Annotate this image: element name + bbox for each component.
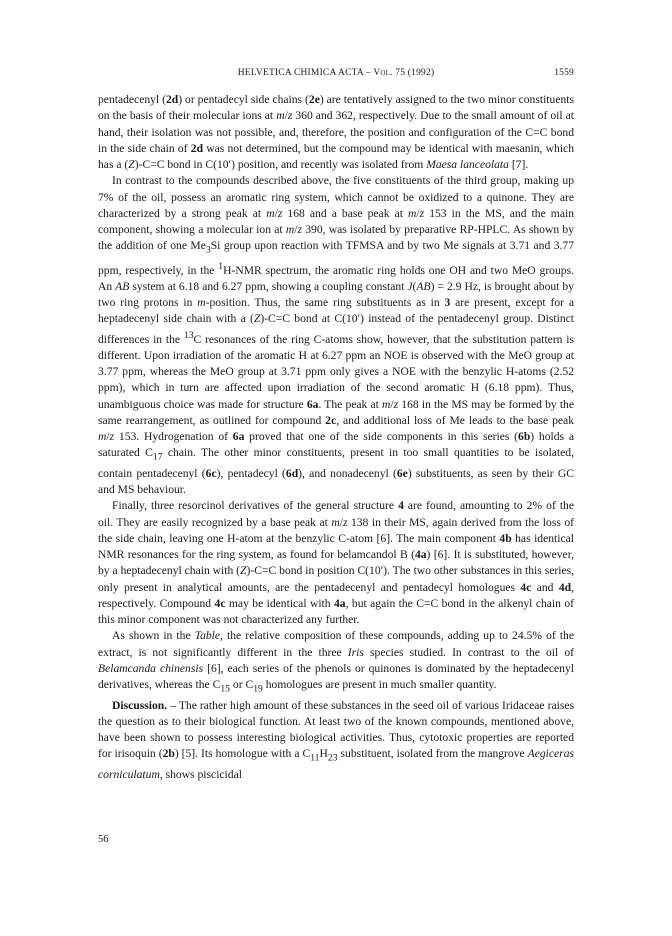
paragraph-4: As shown in the Table, the relative composition of these compounds, adding up to 24.5% of the extract, is not significantly different in the three Iris species studied. In contrast to the oil of Belamcanda chinensis [6], each series of the phenols or quinones is dominated by the heptadecenyl derivatives, whereas the $C_{15}$ or $C_{19}$ homologues are present in much smaller quantity. [98,629,575,695]
journal-title: HELVETICA CHIMICA ACTA – Vol. 75 (1992) [237,68,435,78]
paragraph-3: Finally, three resorcinol derivatives of the general structure 4 are found, amounting to 2% of the oil. They are easily recognized by a base peak at m/z 138 in their MS, again derived from the loss of the side chain, leaving one H-atom at the benzylic C-atom [6]. The main component 4b has identical NMR resonances for the ring system, as found for belamcandol B (4a) [6]. It is substituted, however, by a heptadecenyl chain with (Z)-C=C bond in position C(10′). The two other substances in this series, only present in analytical amounts, are the pentadecenyl and pentadecyl homologues 4c and 4d, respectively. Compound 4c may be identical with 4a, but again the C=C bond in the alkenyl chain of this minor component was not characterized any further. [98,499,574,627]
paragraph-1: pentadecenyl (2d) or pentadecyl side chains (2e) are tentatively assigned to the two minor constituents on the basis of their molecular ions at m/z 360 and 362, respectively. Due to the small amount of oil at hand, their isolation was not possible, and, therefore, the position and configuration of the C=C bond in the side chain of 2d was not determined, but the compound may be identical with maesanin, which has a (Z)-C=C bond in C(10′) position, and recently was isolated from Maesa lanceolata [7]. [98,93,574,171]
sheet-signature: 56 [98,834,109,845]
paragraph-2: In contrast to the compounds described above, the five constituents of the third group, making up 7% of the oil, possess an aromatic ring system, which cannot be oxidized to a quinone. They are characterized by a strong peak at m/z 168 and a base peak at m/z 153 in the MS, and the main component, showing a molecular ion at m/z 390, was isolated by preparative RP-HPLC. As shown by the addition of one $Me_3Si$ group upon reaction with TFMSA and by two Me signals at 3.71 and 3.77 ppm, respectively, in the $^1$H-NMR spectrum, the aromatic ring holds one OH and two MeO groups. An AB system at 6.18 and 6.27 ppm, showing a coupling constant J(AB) = 2.9 Hz, is brought about by two ring protons in m-position. Thus, the same ring substituents as in 3 are present, except for a heptadecenyl side chain with a (Z)-C=C bond at C(10′) instead of the pentadecenyl group. Distinct differences in the $^{13}$C resonances of the ring C-atoms show, however, that the substitution pattern is different. Upon irradiation of the aromatic H at 6.27 ppm an NOE is observed with the MeO group at 3.77 ppm, whereas the MeO group at 3.71 ppm only gives a NOE with the benzylic H-atoms (2.52 ppm), which in turn are affected upon irradiation of the second aromatic H (6.18 ppm). Thus, unambiguous choice was made for structure 6a. The peak at m/z 168 in the MS may be formed by the same rearrangement, as outlined for compound 2c, and additional loss of Me leads to the base peak m/z 153. Hydrogenation of 6a proved that one of the side components in this series (6b) holds a saturated $C_{17}$ chain. The other minor constituents, present in too small quantities to be isolated, contain pentadecenyl (6c), pentadecyl (6d), and nonadecenyl (6e) substituents, as seen by their GC and MS behaviour. [98,174,574,497]
paragraph-discussion: Discussion. – The rather high amount of these substances in the seed oil of various Iridaceae raises the question as to their biological function. At least two of the known compounds, mentioned above, have been shown to possess interesting biological activities. Thus, cytotoxic properties are reported for irisoquin (2b) [5]. Its homologue with a $C_{11}H_{23}$ substituent, isolated from the mangrove Aegiceras corniculatum, shows piscicidal [98,698,574,781]
page-number: 1559 [554,68,574,78]
article-body [98,92,574,783]
running-header [98,68,574,82]
